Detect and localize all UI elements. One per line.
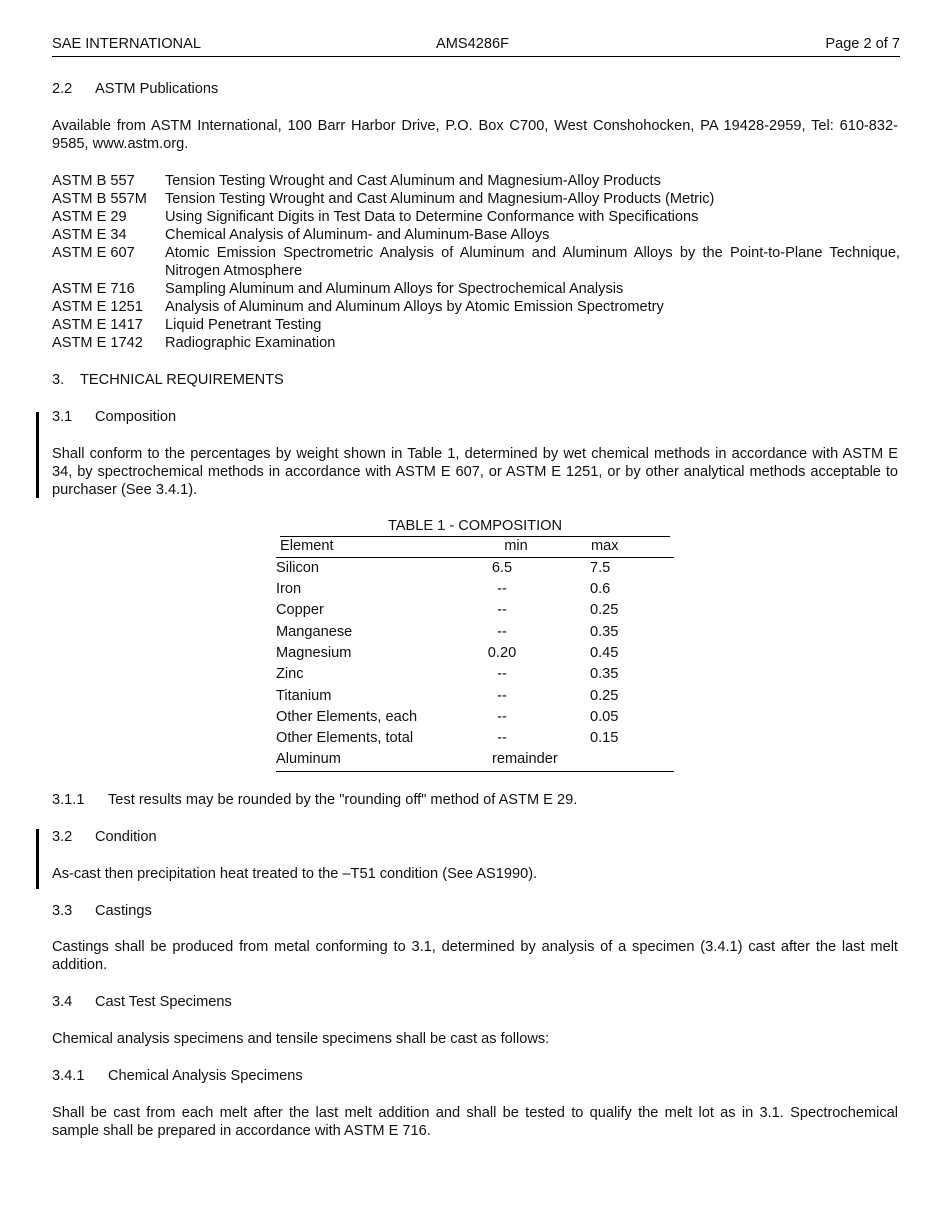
cell-max: 0.25 — [590, 602, 619, 618]
cell-min: 0.20 — [487, 645, 517, 661]
cell-element: Titanium — [276, 688, 332, 704]
cell-element: Silicon — [276, 560, 319, 576]
cell-min: -- — [497, 602, 507, 618]
cell-element: Iron — [276, 581, 302, 597]
reference-title: Tension Testing Wrought and Cast Aluminum and Magnesium-Alloy Products (Metric) — [165, 191, 715, 207]
reference-code: ASTM E 29 — [52, 209, 127, 225]
composition-paragraph: Shall conform to the percentages by weight shown in Table 1, determined by wet chemical methods in accordance with ASTM E 34, by spectrochemical methods in accordance with ASTM E 607, or ASTM E 1251, or by other analytical methods acceptable to purchaser (See 3.4.1). — [52, 446, 898, 498]
table-bottom-rule — [276, 771, 674, 772]
reference-title: Analysis of Aluminum and Aluminum Alloys by Atomic Emission Spectrometry — [165, 299, 664, 315]
castings-paragraph: Castings shall be produced from metal conforming to 3.1, determined by analysis of a specimen (3.4.1) cast after the last melt addition. — [52, 939, 898, 973]
cell-min: remainder — [492, 751, 558, 767]
reference-title: Using Significant Digits in Test Data to Determine Conformance with Specifications — [165, 209, 699, 225]
reference-title: Liquid Penetrant Testing — [165, 317, 322, 333]
test-specimens-paragraph: Chemical analysis specimens and tensile specimens shall be cast as follows: — [52, 1031, 550, 1047]
cell-min: -- — [497, 666, 507, 682]
cell-max: 0.6 — [590, 581, 611, 597]
reference-code: ASTM E 1742 — [52, 335, 143, 351]
cell-min: -- — [497, 581, 507, 597]
cell-max: 0.05 — [590, 709, 619, 725]
reference-title: Chemical Analysis of Aluminum- and Aluminum-Base Alloys — [165, 227, 550, 243]
reference-title: Radiographic Examination — [165, 335, 336, 351]
section-2-2-heading: 2.2 ASTM Publications — [52, 81, 219, 97]
reference-code: ASTM E 34 — [52, 227, 127, 243]
cell-min: -- — [497, 730, 507, 746]
table-row — [276, 730, 674, 751]
revision-bar — [36, 829, 39, 889]
cell-element: Copper — [276, 602, 324, 618]
header-doc-number: AMS4286F — [436, 36, 510, 52]
table-row — [276, 624, 674, 645]
cell-element: Zinc — [276, 666, 304, 682]
reference-title: Atomic Emission Spectrometric Analysis of Aluminum and Aluminum Alloys by the Point-to-Plane Technique, Nitrogen Atmosphere — [165, 245, 900, 279]
cell-element: Aluminum — [276, 751, 341, 767]
astm-address-paragraph: Available from ASTM International, 100 Barr Harbor Drive, P.O. Box C700, West Conshohocken, PA 19428-2959, Tel: 610-832-9585, www.astm.org. — [52, 118, 898, 152]
table-title: TABLE 1 - COMPOSITION — [387, 518, 563, 534]
cell-element: Other Elements, total — [276, 730, 414, 746]
table-row — [276, 751, 674, 772]
reference-code: ASTM E 716 — [52, 281, 135, 297]
cell-min: -- — [497, 709, 507, 725]
table-row — [276, 666, 674, 687]
reference-code: ASTM B 557M — [52, 191, 147, 207]
reference-code: ASTM E 607 — [52, 245, 135, 261]
cell-min: 6.5 — [491, 560, 513, 576]
cell-max: 7.5 — [590, 560, 611, 576]
header-page-number: Page 2 of 7 — [825, 36, 900, 52]
header-org: SAE INTERNATIONAL — [52, 36, 201, 52]
table-row — [276, 602, 674, 623]
section-3-heading: 3. TECHNICAL REQUIREMENTS — [52, 372, 284, 388]
cell-min: -- — [497, 688, 507, 704]
table-row — [276, 709, 674, 730]
cell-element: Magnesium — [276, 645, 352, 661]
chemical-analysis-paragraph: Shall be cast from each melt after the last melt addition and shall be tested to qualify the melt lot as in 3.1. Spectrochemical sample shall be prepared in accordance with ASTM E 716. — [52, 1105, 898, 1139]
condition-paragraph: As-cast then precipitation heat treated to the –T51 condition (See AS1990). — [52, 866, 538, 882]
cell-max: 0.35 — [590, 624, 619, 640]
section-3-2-heading: 3.2 Condition — [52, 829, 157, 845]
cell-max: 0.45 — [590, 645, 619, 661]
section-3-3-heading: 3.3 Castings — [52, 903, 152, 919]
reference-code: ASTM B 557 — [52, 173, 135, 189]
reference-title: Tension Testing Wrought and Cast Aluminum and Magnesium-Alloy Products — [165, 173, 661, 189]
section-3-1-1: 3.1.1 Test results may be rounded by the "rounding off" method of ASTM E 29. — [52, 792, 578, 808]
table-row — [276, 581, 674, 602]
section-3-4-heading: 3.4 Cast Test Specimens — [52, 994, 232, 1010]
reference-title: Sampling Aluminum and Aluminum Alloys for Spectrochemical Analysis — [165, 281, 624, 297]
table-header-rule — [276, 557, 674, 558]
section-3-1-heading: 3.1 Composition — [52, 409, 177, 425]
header-rule — [52, 56, 900, 57]
column-header-min: min — [504, 538, 528, 554]
reference-code: ASTM E 1417 — [52, 317, 143, 333]
cell-min: -- — [497, 624, 507, 640]
cell-max: 0.35 — [590, 666, 619, 682]
section-3-4-1-heading: 3.4.1 Chemical Analysis Specimens — [52, 1068, 303, 1084]
cell-max: 0.15 — [590, 730, 619, 746]
column-header-element: Element — [280, 538, 334, 554]
cell-max: 0.25 — [590, 688, 619, 704]
reference-code: ASTM E 1251 — [52, 299, 143, 315]
table-top-rule — [280, 536, 670, 537]
cell-element: Manganese — [276, 624, 353, 640]
table-row — [276, 645, 674, 666]
cell-element: Other Elements, each — [276, 709, 418, 725]
column-header-max: max — [591, 538, 619, 554]
table-header-row — [276, 538, 674, 559]
revision-bar — [36, 412, 39, 498]
table-row — [276, 688, 674, 709]
table-row — [276, 560, 674, 581]
